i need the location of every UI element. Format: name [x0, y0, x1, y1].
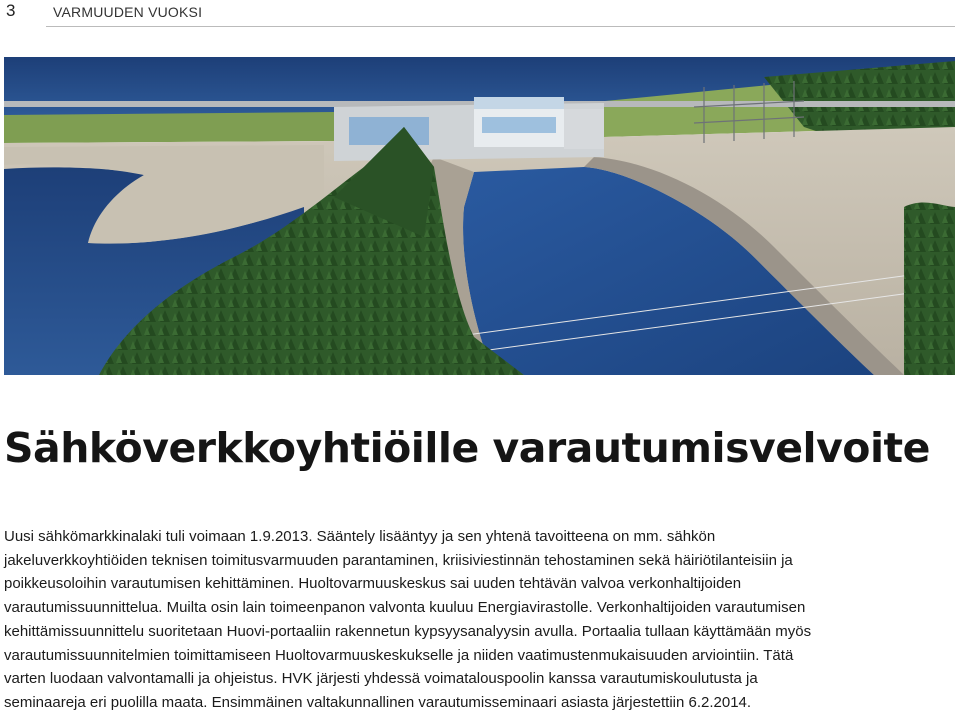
- body-line: jakeluverkkoyhtiöiden teknisen toimitusvarmuuden parantaminen, kriisiviestinnän tehostaminen sekä häiriötilanteisiin ja: [4, 551, 793, 569]
- spillway: [349, 117, 429, 145]
- hydro-power-plant-photo: [4, 57, 955, 375]
- section-title: VARMUUDEN VUOKSI: [53, 4, 203, 20]
- article-body: [4, 525, 950, 715]
- grass-field: [4, 112, 334, 143]
- body-line: Uusi sähkömarkkinalaki tuli voimaan 1.9.2013. Sääntely lisääntyy ja sen yhtenä tavoitteena on mm. sähkön: [4, 528, 716, 545]
- body-line: varautumissuunnittelua. Muilta osin lain toimeenpanon valvonta kuuluu Energiavirastolle. Verkonhaltijoiden varautumisen: [4, 599, 806, 617]
- body-line: seminaareja eri puolilla maata. Ensimmäinen valtakunnallinen varautumisseminaari asiasta järjestettiin 6.2.2014.: [4, 693, 752, 711]
- body-line: poikkeusoloihin varautumisen kehittäminen. Huoltovarmuuskeskus sai uuden tehtävän valvoa verkonhaltijoiden: [4, 575, 742, 593]
- page-header: [0, 0, 960, 28]
- body-line: kehittämissuunnittelu suoritetaan Huovi-portaaliin rakennetun kypsyysanalyysin avulla. Portaalia tullaan käyttämään myös: [4, 622, 812, 640]
- page-number: 3: [6, 1, 16, 20]
- body-line: varten luodaan valvontamalli ja ohjeistus. HVK järjesti yhdessä voimatalouspoolin kanssa varautumiskoulutusta ja: [4, 670, 758, 688]
- article-headline: Sähköverkkoyhtiöille varautumisvelvoite: [4, 424, 930, 472]
- header-divider: [46, 26, 955, 27]
- body-line: varautumissuunnitelmien toimittamiseen Huoltovarmuuskeskukselle ja niiden vaatimustenmukaisuuden arviointiin. Tätä: [4, 646, 794, 664]
